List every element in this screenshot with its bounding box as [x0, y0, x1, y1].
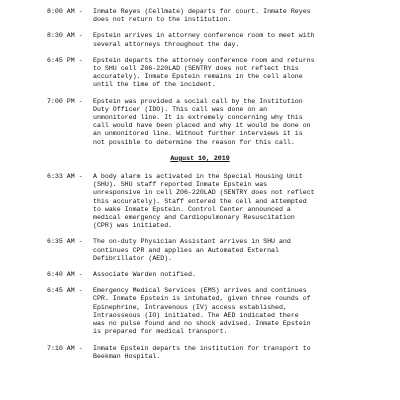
- timeline-entry-7-10-am: [0, 345, 400, 361]
- entry-text: A body alarm is activated in the Special Housing Unit (SHU). SHU staff reported Inmate Epstein was unresponsive in cell Z06-220LAD (SENTRY does not reflect this accurately). Staff entered the cell and attempted to wake Inmate Epstein. Control Center announced a medical emergency and Cardiopulmonary Resuscitation (CPR) was initiated.: [93, 173, 315, 230]
- entry-time: 6:40 AM -: [47, 271, 87, 279]
- timeline-entry-6-45-am: [0, 287, 400, 336]
- timeline-entry-7-00-pm: [0, 98, 400, 147]
- date-heading: August 10, 2019: [170, 154, 230, 162]
- timeline-entry-8-00-am: [0, 8, 400, 24]
- entry-time: 8:30 AM -: [47, 32, 87, 40]
- entry-time: 8:00 AM -: [47, 8, 87, 15]
- entry-text: Inmate Epstein departs the institution for transport to Beekman Hospital.: [93, 344, 311, 360]
- entry-text: The on-duty Physician Assistant arrives in SHU and continues CPR and applies an Automated External Defibrillator (AED).: [93, 238, 291, 262]
- entry-time: 6:45 PM -: [47, 56, 87, 64]
- timeline-entry-8-30-am: [0, 32, 400, 48]
- entry-time: 6:45 AM -: [47, 287, 87, 295]
- entry-text: Associate Warden notified.: [93, 271, 196, 279]
- entry-text: Emergency Medical Services (EMS) arrives and continues CPR. Inmate Epstein is intubated, given three rounds of Epinephrine, Intravenous (IV) access established, Intraosseous (IO) initiated. The AED indicated there was no pulse found and no shock advised. Inmate Epstein is prepared for medical transport.: [93, 287, 311, 336]
- timeline-entry-6-33-am: [0, 173, 400, 230]
- entry-time: 7:00 PM -: [47, 97, 87, 105]
- timeline-entry-6-40-am: [0, 271, 400, 279]
- entry-text: Epstein arrives in attorney conference room to meet with several attorneys throughout the day.: [93, 32, 315, 48]
- entry-time: 7:10 AM -: [47, 344, 87, 352]
- entry-time: 6:35 AM -: [47, 238, 87, 246]
- timeline-entry-6-45-pm: [0, 57, 400, 90]
- entry-time: 6:33 AM -: [47, 173, 87, 181]
- entry-text: Epstein departs the attorney conference room and returns to SHU cell Z06-220LAD (SENTRY does not reflect this accurately). Inmate Epstein remains in the cell alone until the time of the incident.: [93, 56, 315, 89]
- timeline-entry-6-35-am: [0, 238, 400, 263]
- entry-text: Inmate Reyes (Cellmate) departs for court. Inmate Reyes does not return to the institution.: [93, 8, 311, 24]
- entry-text: Epstein was provided a social call by the Institution Duty Officer (IDO). This call was done on an unmonitored line. It is extremely concerning why this call would have been placed and why it would be done on an unmonitored line. Without further interviews it is not possible to determine the reason for this call.: [93, 97, 311, 146]
